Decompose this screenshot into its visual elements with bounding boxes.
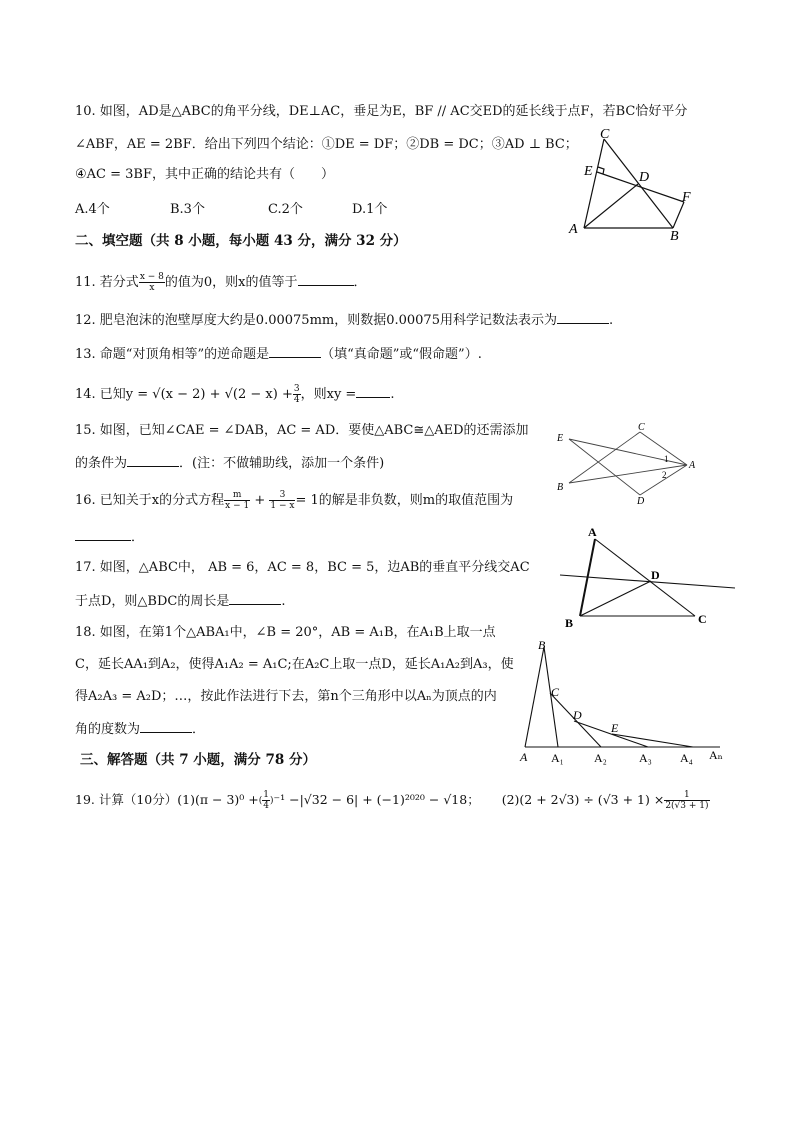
q10-label-d: D xyxy=(639,170,650,185)
q10-label-c: C xyxy=(600,127,610,142)
q12-answer-blank[interactable] xyxy=(557,311,609,324)
q18-label-a2: A₂ xyxy=(594,751,607,765)
q18-seg-ea4 xyxy=(612,734,693,747)
q19-pre: 19. 计算（10分）(1)(π − 3)⁰ + xyxy=(75,792,259,807)
q17-line1: 17. 如图，△ABC中， AB = 6，AC = 8，BC = 5，边AB的垂直平分线交AC xyxy=(75,560,530,575)
q17-label-a: A xyxy=(588,525,597,539)
q15-label-a: A xyxy=(689,460,696,471)
q10-label-a: A xyxy=(569,222,578,237)
q10-option-a[interactable]: A.4个 xyxy=(75,202,110,217)
q11-end: ． xyxy=(353,275,367,290)
q17-answer-blank[interactable] xyxy=(229,592,281,605)
q19-frac-num: 1 xyxy=(263,790,270,800)
q14-end: . xyxy=(390,387,395,402)
q13-answer-blank[interactable] xyxy=(269,345,321,358)
q14-answer-blank[interactable] xyxy=(356,385,390,398)
q18-line2: C，延长AA₁到A₂，使得A₁A₂ = A₁C;在A₂C上取一点D，延长A₁A₂到A₃，使 xyxy=(75,657,514,672)
q14-post: ，则xy = xyxy=(300,387,357,402)
q10-label-b: B xyxy=(670,229,679,244)
q15-seg-ea xyxy=(569,439,687,465)
q17-line2-post: . xyxy=(281,594,286,609)
q10-option-c[interactable]: C.2个 xyxy=(268,202,303,217)
q11-post: 的值为0，则x的值等于 xyxy=(164,275,298,290)
q15-figure xyxy=(555,420,705,505)
q15-seg-ed xyxy=(569,439,640,495)
q18-line4 xyxy=(75,720,205,739)
q19-part2: (2)(2 + 2√3) ÷ (√3 + 1) × xyxy=(501,792,665,807)
q18-line3: 得A₂A₃ = A₂D；…，按此作法进行下去，第n个三角形中以Aₙ为顶点的内 xyxy=(75,689,497,704)
q17-line2-pre: 于点D，则△BDC的周长是 xyxy=(75,594,230,609)
q18-label-b: B xyxy=(538,638,546,652)
q18-answer-blank[interactable] xyxy=(140,720,192,733)
q12 xyxy=(75,311,613,330)
q19-frac2-num: 1 xyxy=(664,790,709,801)
q16-line2 xyxy=(75,528,144,547)
q13 xyxy=(75,345,482,364)
q15-line2 xyxy=(75,454,384,473)
q15-label-e: E xyxy=(557,433,564,444)
q15-line2-pre: 的条件为 xyxy=(75,456,128,471)
q16-frac1-den: x − 1 xyxy=(225,501,250,511)
q17-seg-ac xyxy=(595,539,695,616)
q17-line2 xyxy=(75,592,285,611)
q10-label-f: F xyxy=(682,190,691,205)
q16-plus: + xyxy=(254,493,266,508)
q11 xyxy=(75,272,367,293)
q15-label-b: B xyxy=(557,482,564,493)
q19 xyxy=(75,790,710,811)
q10-figure xyxy=(560,125,720,245)
q17-seg-bd xyxy=(580,581,651,616)
q16-frac1-num: m xyxy=(224,490,250,501)
q14-frac-den: 4 xyxy=(293,395,300,405)
q18-label-a3: A₃ xyxy=(639,751,652,765)
q18-label-a1: A₁ xyxy=(551,751,564,765)
q16-line1 xyxy=(75,490,513,511)
q15-answer-blank[interactable] xyxy=(127,454,179,467)
q16-frac2-den: 1 − x xyxy=(270,501,295,511)
q18-label-a: A xyxy=(520,750,528,764)
q14-pre: 14. 已知y = √(x − 2) + √(2 − x) + xyxy=(75,387,293,402)
q15-seg-cb xyxy=(569,432,640,483)
q18-label-d: D xyxy=(573,708,582,722)
q13-post: （填“真命题”或“假命题”）. xyxy=(321,347,482,362)
q15-label-d: D xyxy=(637,496,645,507)
q17-label-d: D xyxy=(651,568,660,582)
q10-label-e: E xyxy=(584,164,593,179)
q15-label-angle-1: 1 xyxy=(664,454,669,464)
section-3-heading: 三、解答题（共 7 小题，满分 78 分） xyxy=(80,752,316,768)
q13-pre: 13. 命题“对顶角相等”的逆命题是 xyxy=(75,347,270,362)
q10-line2: ∠ABF，AE = 2BF．给出下列四个结论：①DE = DF；②DB = DC；③AD ⊥ BC； xyxy=(75,137,578,152)
q12-text: 12. 肥皂泡沫的泡壁厚度大约是0.00075mm，则数据0.00075用科学记数法表示为 xyxy=(75,313,557,328)
q10-line3: ④AC = 3BF，其中正确的结论共有（ ） xyxy=(75,167,334,182)
q15-label-angle-2: 2 xyxy=(662,470,667,480)
q15-line1: 15. 如图，已知∠CAE = ∠DAB，AC = AD．要使△ABC≅△AED的还需添加 xyxy=(75,423,529,438)
q11-pre: 11. 若分式 xyxy=(75,275,139,290)
q14 xyxy=(75,384,394,405)
q15-seg-ba xyxy=(569,465,687,483)
q12-end: . xyxy=(608,313,614,328)
q11-answer-blank[interactable] xyxy=(298,273,354,286)
q18-label-c: C xyxy=(551,685,560,699)
q18-label-e: E xyxy=(611,721,619,735)
q14-frac-num: 3 xyxy=(293,384,300,394)
q18-line4-post: ． xyxy=(192,722,206,737)
q16-fraction-2 xyxy=(269,490,295,511)
q11-frac-num: x − 8 xyxy=(139,272,164,282)
q16-end: ． xyxy=(131,530,145,545)
q16-pre: 16. 已知关于x的分式方程 xyxy=(75,493,225,508)
q10-line1: 10. 如图，AD是△ABC的角平分线，DE⊥AC，垂足为E，BF // AC交ED的延长线于点F，若BC恰好平分 xyxy=(75,104,688,119)
q11-frac-den: x xyxy=(149,283,155,293)
q10-option-b[interactable]: B.3个 xyxy=(170,202,205,217)
q18-seg-ab xyxy=(525,647,544,747)
q19-fraction-2 xyxy=(664,790,709,811)
q19-mid: ⁻¹ −|√32 − 6| + (−1)²⁰²⁰ − √18； xyxy=(273,792,480,807)
q19-fraction: ( $\frac{1}{4}$ ) xyxy=(258,790,274,811)
q16-fraction-1 xyxy=(224,490,250,511)
q11-fraction xyxy=(139,272,165,293)
q16-answer-blank[interactable] xyxy=(75,528,131,541)
q18-line1: 18. 如图，在第1个△ABA₁中，∠B = 20°，AB = A₁B，在A₁B上取一点 xyxy=(75,625,496,640)
q16-post: = 1的解是非负数，则m的取值范围为 xyxy=(295,493,514,508)
q17-figure xyxy=(555,525,740,630)
q18-label-a4: A₄ xyxy=(680,751,693,765)
section-2-heading: 二、填空题（共 8 小题，每小题 43 分，满分 32 分） xyxy=(75,233,407,249)
q10-option-d[interactable]: D.1个 xyxy=(352,202,388,217)
q15-line2-post: ．(注：不做辅助线，添加一个条件) xyxy=(179,456,385,471)
q18-label-an: Aₙ xyxy=(709,748,723,762)
q16-frac2-num: 3 xyxy=(269,490,295,501)
q17-label-b: B xyxy=(565,616,574,630)
q18-line4-pre: 角的度数为 xyxy=(75,722,141,737)
q17-label-c: C xyxy=(698,612,707,626)
q19-frac-den: 4 xyxy=(263,801,270,811)
q10-seg-bf xyxy=(673,202,684,228)
q19-frac2-den: 2(√3 + 1) xyxy=(665,801,709,811)
q15-label-c: C xyxy=(638,422,645,433)
q14-fraction xyxy=(293,384,301,405)
q18-figure xyxy=(515,635,730,765)
